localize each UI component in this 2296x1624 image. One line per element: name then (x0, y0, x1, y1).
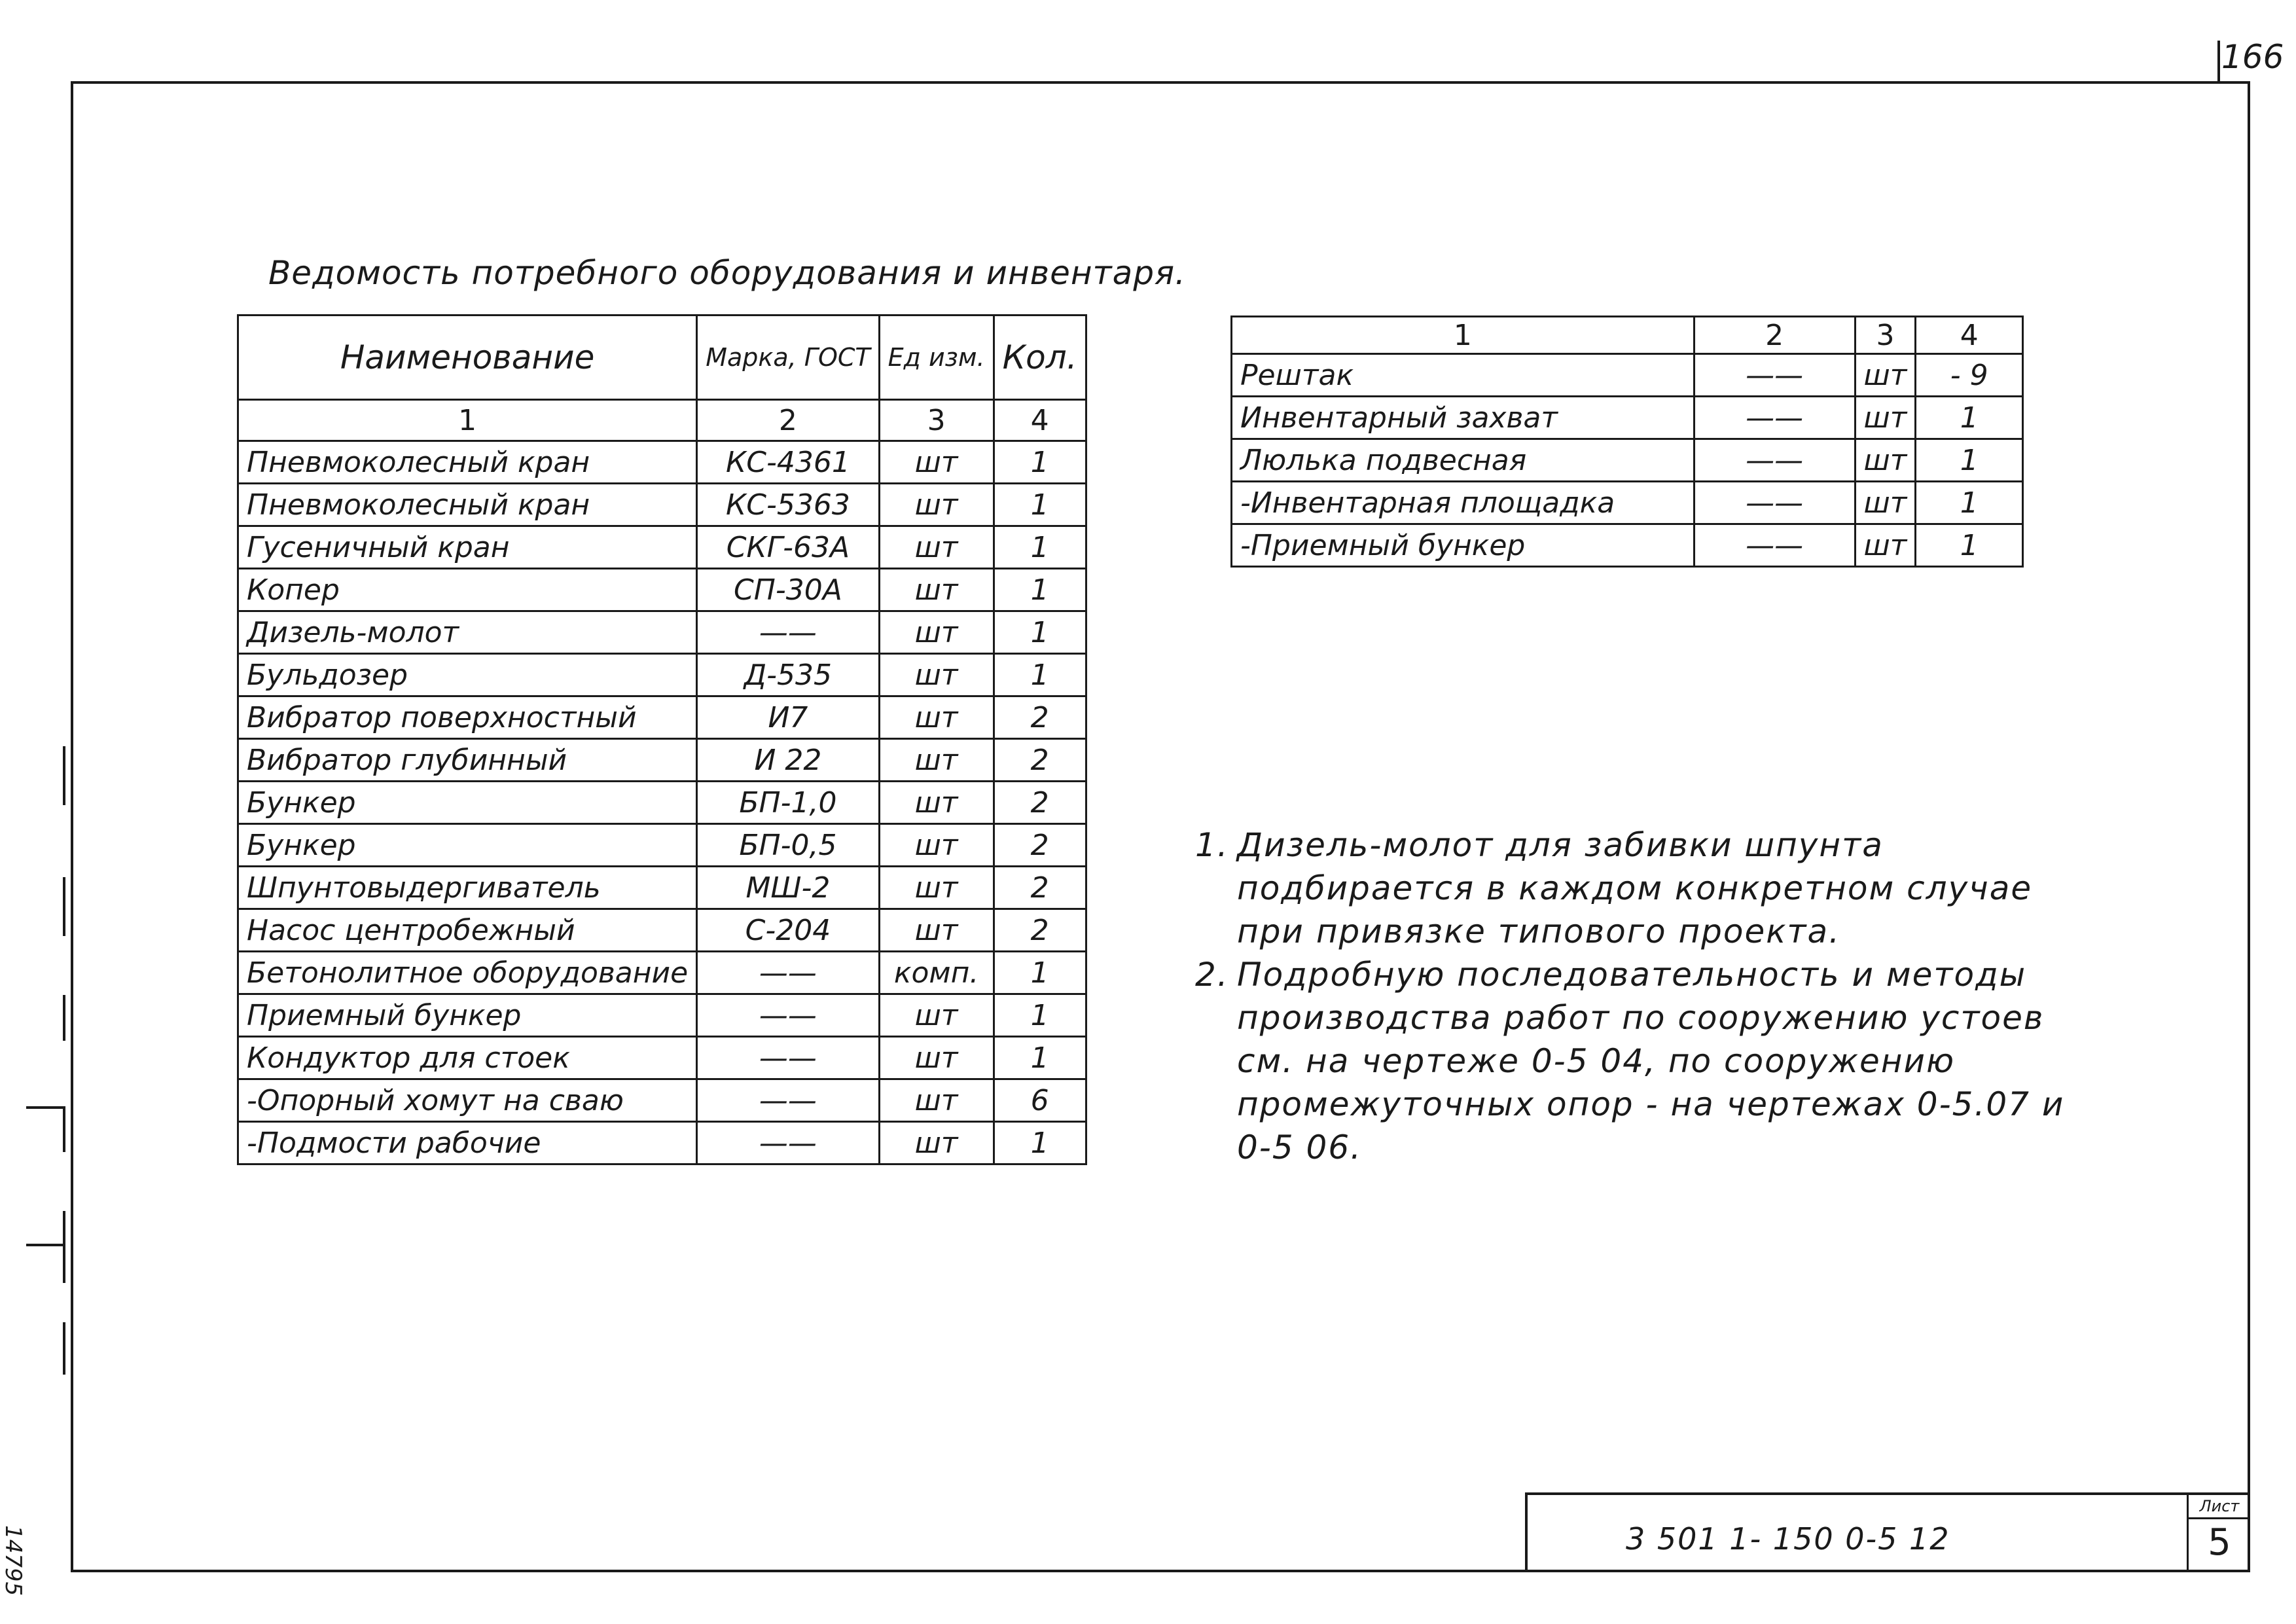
item-name: Бульдозер (238, 654, 697, 696)
item-mark: И 22 (697, 739, 879, 782)
header-qty: Кол. (994, 316, 1086, 400)
item-mark: —— (1694, 482, 1855, 524)
notes-block (1195, 823, 2066, 1169)
item-mark: БП-1,0 (697, 782, 879, 824)
equipment-table (237, 314, 1087, 1165)
sheet-label: Лист (2189, 1495, 2250, 1519)
note-text: Подробную последовательность и методы производства работ по сооружению устоев см. на чертеже 0-5 04, по сооружению промежуточных опор - на чертежах 0-5.07 и 0-5 06. (1237, 956, 2065, 1166)
table-row (238, 696, 1086, 739)
item-mark: —— (697, 611, 879, 654)
table-row (1232, 397, 2023, 439)
margin-tick (63, 995, 65, 1041)
table-row (1232, 439, 2023, 482)
archive-number: 14795 (0, 1525, 26, 1597)
col-number: 2 (697, 400, 879, 441)
table-row (238, 441, 1086, 484)
drawing-code: 3 501 1- 150 0-5 12 (1626, 1521, 1950, 1557)
item-unit: шт (879, 867, 994, 909)
item-mark: —— (697, 1037, 879, 1079)
note-text: Дизель-молот для забивки шпунта подбирается в каждом конкретном случае при привязке типового проекта. (1237, 826, 2033, 950)
item-name: Пневмоколесный кран (238, 441, 697, 484)
item-qty: 2 (994, 782, 1086, 824)
item-mark: —— (697, 952, 879, 994)
item-unit: шт (879, 569, 994, 611)
item-mark: БП-0,5 (697, 824, 879, 867)
item-name: Люлька подвесная (1232, 439, 1695, 482)
item-unit: шт (1855, 439, 1916, 482)
column-number-row (1232, 317, 2023, 354)
note-item (1195, 953, 2066, 1169)
document-title: Ведомость потребного оборудования и инвентаря. (268, 254, 1187, 292)
item-name: Дизель-молот (238, 611, 697, 654)
item-mark: —— (1694, 524, 1855, 567)
margin-corner-mark (26, 1244, 65, 1246)
item-name: Пневмоколесный кран (238, 484, 697, 526)
item-qty: 6 (994, 1079, 1086, 1122)
item-unit: шт (879, 654, 994, 696)
item-name: Рештак (1232, 354, 1695, 397)
item-qty: 1 (994, 1037, 1086, 1079)
item-name: -Опорный хомут на сваю (238, 1079, 697, 1122)
item-unit: шт (879, 484, 994, 526)
item-qty: 1 (994, 1122, 1086, 1164)
item-qty: 1 (994, 441, 1086, 484)
item-mark: С-204 (697, 909, 879, 952)
table-row (1232, 482, 2023, 524)
item-unit: шт (879, 696, 994, 739)
header-mark: Марка, ГОСТ (697, 316, 879, 400)
column-number-row (238, 400, 1086, 441)
item-mark: —— (697, 994, 879, 1037)
item-unit: шт (879, 441, 994, 484)
table-row (1232, 524, 2023, 567)
col-number: 4 (1916, 317, 2023, 354)
item-mark: МШ-2 (697, 867, 879, 909)
item-unit: шт (879, 526, 994, 569)
note-item (1195, 823, 2066, 953)
table-row (238, 1037, 1086, 1079)
item-name: Приемный бункер (238, 994, 697, 1037)
table-row (238, 611, 1086, 654)
item-qty: 1 (994, 654, 1086, 696)
item-unit: шт (1855, 354, 1916, 397)
sheet-box (2187, 1495, 2250, 1572)
page-number: 166 (2221, 38, 2284, 76)
table-row (238, 1122, 1086, 1164)
table-row (238, 569, 1086, 611)
item-unit: шт (879, 824, 994, 867)
item-name: Кондуктор для стоек (238, 1037, 697, 1079)
table-row (238, 654, 1086, 696)
item-qty: - 9 (1916, 354, 2023, 397)
item-mark: —— (1694, 354, 1855, 397)
item-unit: шт (879, 739, 994, 782)
table-row (238, 782, 1086, 824)
item-unit: шт (1855, 482, 1916, 524)
item-mark: —— (697, 1122, 879, 1164)
page-number-bar (2217, 41, 2220, 82)
table-row (238, 1079, 1086, 1122)
item-mark: СП-30А (697, 569, 879, 611)
item-qty: 2 (994, 867, 1086, 909)
note-number: 2. (1195, 956, 1229, 994)
col-number: 4 (994, 400, 1086, 441)
item-unit: шт (1855, 397, 1916, 439)
item-unit: шт (1855, 524, 1916, 567)
item-qty: 2 (994, 909, 1086, 952)
table-row (238, 484, 1086, 526)
col-number: 1 (238, 400, 697, 441)
item-name: Копер (238, 569, 697, 611)
col-number: 3 (1855, 317, 1916, 354)
table-row (238, 994, 1086, 1037)
item-mark: —— (1694, 397, 1855, 439)
item-name: -Подмости рабочие (238, 1122, 697, 1164)
item-unit: шт (879, 1037, 994, 1079)
item-name: Шпунтовыдергиватель (238, 867, 697, 909)
item-unit: шт (879, 782, 994, 824)
item-mark: Д-535 (697, 654, 879, 696)
item-qty: 1 (994, 569, 1086, 611)
item-name: Насос центробежный (238, 909, 697, 952)
table-row (238, 739, 1086, 782)
item-mark: И7 (697, 696, 879, 739)
item-mark: КС-4361 (697, 441, 879, 484)
header-unit: Ед изм. (879, 316, 994, 400)
item-qty: 1 (994, 611, 1086, 654)
item-unit: комп. (879, 952, 994, 994)
item-name: Вибратор поверхностный (238, 696, 697, 739)
table-row (238, 952, 1086, 994)
item-unit: шт (879, 611, 994, 654)
margin-tick (63, 1211, 65, 1283)
margin-tick (63, 877, 65, 936)
margin-tick (63, 746, 65, 805)
note-number: 1. (1195, 826, 1229, 864)
item-name: Бункер (238, 824, 697, 867)
header-name: Наименование (238, 316, 697, 400)
item-name: Бетонолитное оборудование (238, 952, 697, 994)
sheet-number: 5 (2208, 1521, 2231, 1564)
item-qty: 1 (1916, 524, 2023, 567)
item-qty: 1 (1916, 482, 2023, 524)
table-row (238, 909, 1086, 952)
item-name: Вибратор глубинный (238, 739, 697, 782)
item-unit: шт (879, 994, 994, 1037)
item-qty: 1 (994, 484, 1086, 526)
item-mark: —— (697, 1079, 879, 1122)
equipment-table-continued (1230, 316, 2024, 568)
col-number: 1 (1232, 317, 1695, 354)
item-qty: 2 (994, 739, 1086, 782)
item-mark: КС-5363 (697, 484, 879, 526)
margin-corner-mark (26, 1106, 65, 1109)
item-qty: 2 (994, 824, 1086, 867)
item-qty: 1 (1916, 397, 2023, 439)
item-name: -Инвентарная площадка (1232, 482, 1695, 524)
table-row (238, 824, 1086, 867)
item-name: Гусеничный кран (238, 526, 697, 569)
item-unit: шт (879, 1122, 994, 1164)
item-qty: 1 (994, 952, 1086, 994)
table-row (238, 867, 1086, 909)
margin-tick (63, 1322, 65, 1375)
item-qty: 1 (994, 994, 1086, 1037)
item-qty: 1 (1916, 439, 2023, 482)
item-qty: 1 (994, 526, 1086, 569)
col-number: 3 (879, 400, 994, 441)
item-name: -Приемный бункер (1232, 524, 1695, 567)
item-name: Бункер (238, 782, 697, 824)
table-header-row (238, 316, 1086, 400)
margin-tick (63, 1106, 65, 1152)
table-row (238, 526, 1086, 569)
item-mark: —— (1694, 439, 1855, 482)
col-number: 2 (1694, 317, 1855, 354)
title-block-stamp (1525, 1492, 2250, 1572)
item-name: Инвентарный захват (1232, 397, 1695, 439)
item-unit: шт (879, 909, 994, 952)
table-row (1232, 354, 2023, 397)
item-unit: шт (879, 1079, 994, 1122)
item-qty: 2 (994, 696, 1086, 739)
item-mark: СКГ-63А (697, 526, 879, 569)
